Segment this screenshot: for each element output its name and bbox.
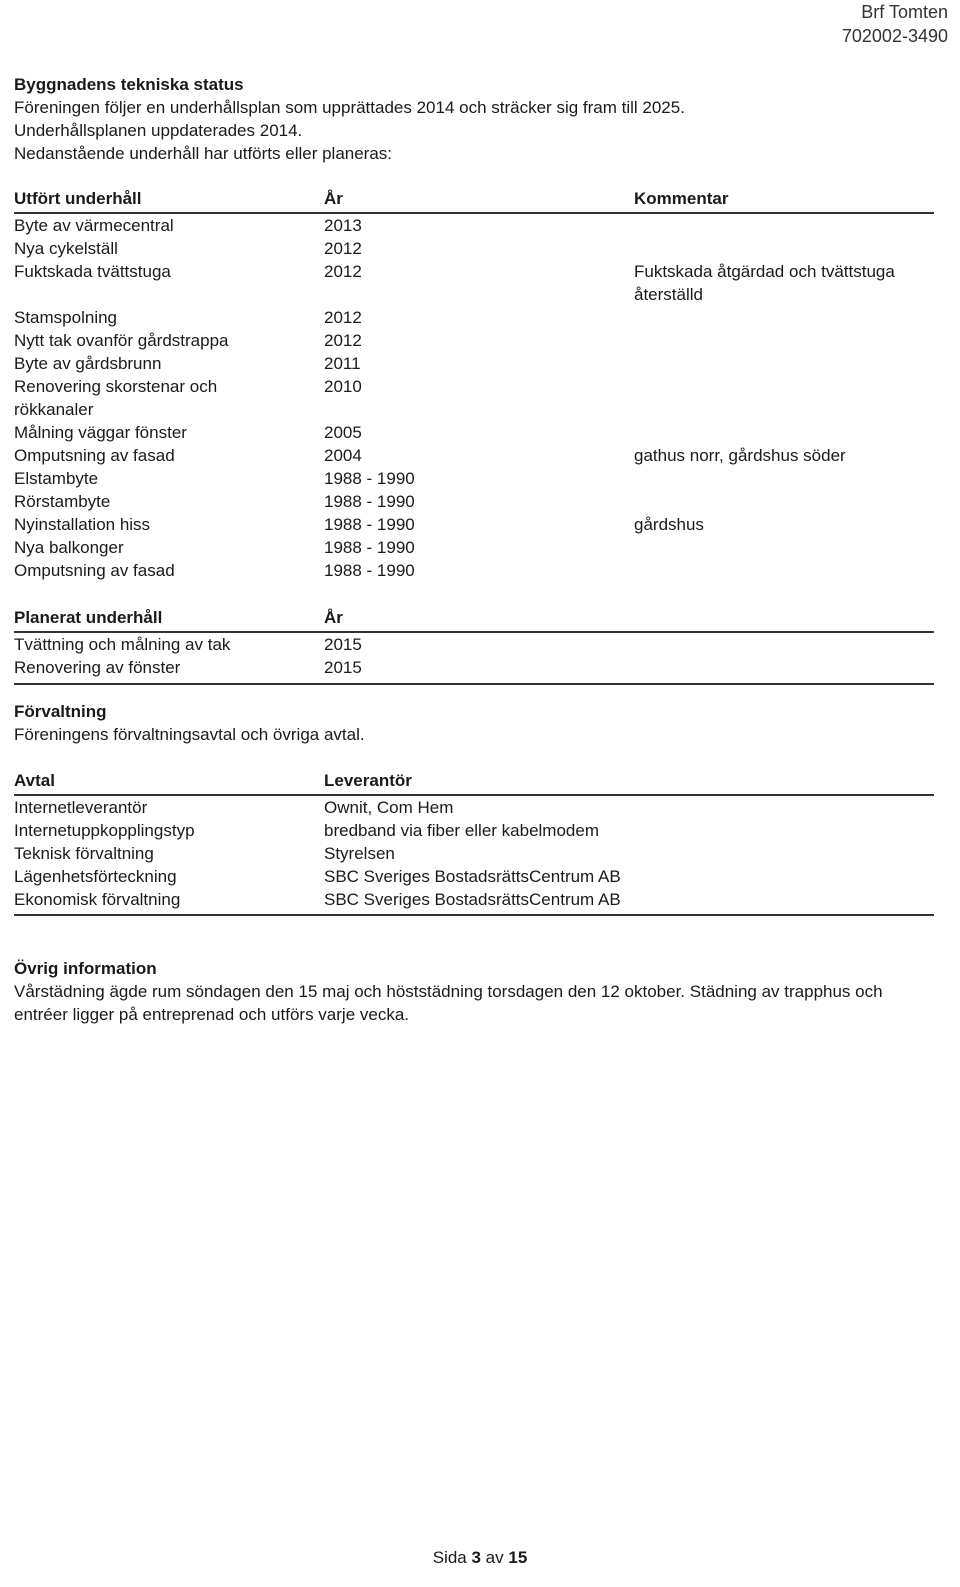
column-header-year: År <box>324 187 634 213</box>
row-supplier: Ownit, Com Hem <box>324 798 454 817</box>
row-comment <box>634 237 934 260</box>
row-comment <box>634 306 934 329</box>
row-year: 1988 - 1990 <box>324 492 415 511</box>
row-item: Fuktskada tvättstuga <box>14 262 171 281</box>
table-row <box>14 536 934 559</box>
technical-status-line: Underhållsplanen uppdaterades 2014. <box>14 121 303 140</box>
table-row <box>14 795 934 819</box>
technical-status-heading: Byggnadens tekniska status <box>14 75 244 94</box>
table-header-row <box>14 769 934 795</box>
row-item: Nytt tak ovanför gårdstrappa <box>14 331 229 350</box>
row-item: Nya balkonger <box>14 538 124 557</box>
row-item: Byte av gårdsbrunn <box>14 354 162 373</box>
row-item: Nya cykelställ <box>14 239 118 258</box>
table-row <box>14 842 934 865</box>
table-row <box>14 352 934 375</box>
column-header-item: Utfört underhåll <box>14 187 324 213</box>
row-item: Omputsning av fasad <box>14 446 175 465</box>
row-year: 1988 - 1990 <box>324 515 415 534</box>
table-row <box>14 467 934 490</box>
column-header-year: År <box>324 606 634 632</box>
row-comment <box>634 213 934 237</box>
org-name: Brf Tomten <box>861 2 948 22</box>
table-row <box>14 490 934 513</box>
row-agreement: Ekonomisk förvaltning <box>14 888 324 915</box>
footer-separator: av <box>485 1548 504 1567</box>
table-row <box>14 306 934 329</box>
row-item: Nyinstallation hiss <box>14 515 151 534</box>
row-item: Rörstambyte <box>14 492 111 511</box>
row-year: 2004 <box>324 446 362 465</box>
table-row <box>14 329 934 352</box>
planned-maintenance-section <box>14 606 934 685</box>
row-year: 2010 <box>324 377 362 396</box>
other-info-heading: Övrig information <box>14 959 157 978</box>
row-agreement: Lägenhetsförteckning <box>14 867 177 886</box>
row-comment <box>634 421 934 444</box>
row-year: 2012 <box>324 331 362 350</box>
row-comment <box>634 490 934 513</box>
table-row <box>14 656 934 684</box>
footer-total-pages: 15 <box>508 1548 528 1567</box>
done-maintenance-section <box>14 187 934 582</box>
row-agreement: Internetuppkopplingstyp <box>14 821 195 840</box>
row-supplier: SBC Sveriges BostadsrättsCentrum AB <box>324 867 621 886</box>
page-footer <box>0 1546 960 1569</box>
row-year: 1988 - 1990 <box>324 538 415 557</box>
management-heading: Förvaltning <box>14 702 107 721</box>
row-item: Byte av värmecentral <box>14 216 174 235</box>
row-comment <box>634 352 934 375</box>
done-maintenance-table <box>14 187 934 582</box>
row-year: 2013 <box>324 216 362 235</box>
row-comment: Fuktskada åtgärdad och tvättstuga återställd <box>634 262 895 304</box>
row-year: 2012 <box>324 239 362 258</box>
row-empty <box>634 632 934 656</box>
column-header-empty <box>634 606 934 632</box>
row-comment <box>634 329 934 352</box>
table-row <box>14 559 934 582</box>
footer-prefix: Sida <box>432 1548 467 1567</box>
footer-current-page: 3 <box>471 1548 481 1567</box>
row-comment <box>634 536 934 559</box>
management-section <box>14 700 934 746</box>
table-row <box>14 444 934 467</box>
table-row <box>14 237 934 260</box>
planned-maintenance-table <box>14 606 934 685</box>
table-row <box>14 213 934 237</box>
row-item: Omputsning av fasad <box>14 561 175 580</box>
row-empty <box>634 656 934 684</box>
column-header-item: Planerat underhåll <box>14 606 324 632</box>
agreements-section <box>14 769 934 916</box>
row-year: 2012 <box>324 262 362 281</box>
table-row <box>14 421 934 444</box>
row-item: Renovering skorstenar och rökkanaler <box>14 377 218 419</box>
table-row <box>14 375 934 421</box>
row-agreement: Internetleverantör <box>14 798 148 817</box>
row-item: Tvättning och målning av tak <box>14 635 231 654</box>
row-comment <box>634 375 934 421</box>
row-supplier: SBC Sveriges BostadsrättsCentrum AB <box>324 888 934 915</box>
column-header-agreement: Avtal <box>14 769 324 795</box>
page-header <box>842 0 948 48</box>
table-row <box>14 865 934 888</box>
row-year: 2015 <box>324 656 634 684</box>
row-comment: gårdshus <box>634 515 704 534</box>
row-supplier: Styrelsen <box>324 844 395 863</box>
table-header-row <box>14 606 934 632</box>
row-item: Målning väggar fönster <box>14 423 187 442</box>
row-year: 1988 - 1990 <box>324 561 415 580</box>
table-row <box>14 632 934 656</box>
technical-status-line: Föreningen följer en underhållsplan som upprättades 2014 och sträcker sig fram till 2025. <box>14 98 685 117</box>
table-row <box>14 888 934 915</box>
org-number: 702002-3490 <box>841 26 948 46</box>
row-comment: gathus norr, gårdshus söder <box>634 446 846 465</box>
row-item: Renovering av fönster <box>14 656 324 684</box>
row-year: 2005 <box>324 423 362 442</box>
row-agreement: Teknisk förvaltning <box>14 844 154 863</box>
column-header-comment: Kommentar <box>634 187 934 213</box>
row-comment <box>634 559 934 582</box>
row-supplier: bredband via fiber eller kabelmodem <box>324 821 599 840</box>
row-year: 2011 <box>324 354 361 373</box>
table-row <box>14 260 934 306</box>
table-row <box>14 819 934 842</box>
row-year: 2012 <box>324 308 362 327</box>
management-text: Föreningens förvaltningsavtal och övriga avtal. <box>14 725 365 744</box>
technical-status-section <box>14 73 934 165</box>
table-row <box>14 513 934 536</box>
row-year: 2015 <box>324 635 362 654</box>
row-year: 1988 - 1990 <box>324 469 415 488</box>
table-header-row <box>14 187 934 213</box>
other-info-text: Vårstädning ägde rum söndagen den 15 maj och höststädning torsdagen den 12 oktober. Städning av trapphus och entréer ligger på entreprenad och utförs varje vecka. <box>14 982 883 1024</box>
agreements-table <box>14 769 934 916</box>
row-item: Stamspolning <box>14 308 118 327</box>
other-info-section <box>14 957 940 1026</box>
technical-status-line: Nedanstående underhåll har utförts eller planeras: <box>14 144 393 163</box>
row-comment <box>634 467 934 490</box>
column-header-supplier: Leverantör <box>324 769 934 795</box>
row-item: Elstambyte <box>14 469 99 488</box>
